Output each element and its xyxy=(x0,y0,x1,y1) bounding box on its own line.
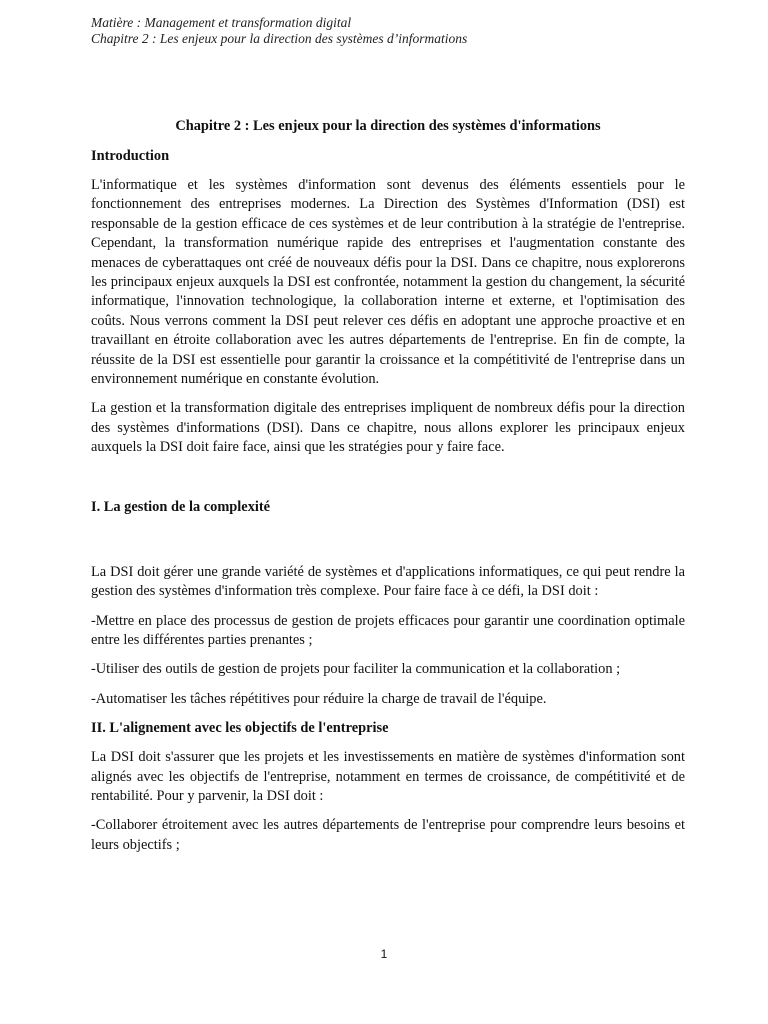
bullet-item: -Utiliser des outils de gestion de projets pour faciliter la communication et la collaboration ; xyxy=(91,661,621,678)
header-subject: Matière : Management et transformation digital xyxy=(91,15,352,30)
section-paragraph: La DSI doit s'assurer que les projets et les investissements en matière de systèmes d'information sont alignés avec les objectifs de l'entreprise, notamment en termes de croissance, de compétitivité et de rentabilité. Pour y parvenir, la DSI doit : xyxy=(91,749,685,804)
section-paragraph: La DSI doit gérer une grande variété de systèmes et d'applications informatiques, ce qui peut rendre la gestion des systèmes d'information très complexe. Pour faire face à ce défi, la DSI doit : xyxy=(91,563,685,600)
section-heading-alignment: II. L'alignement avec les objectifs de l'entreprise xyxy=(91,720,389,737)
header-chapter: Chapitre 2 : Les enjeux pour la direction des systèmes d’informations xyxy=(91,31,468,46)
bullet-item: -Collaborer étroitement avec les autres départements de l'entreprise pour comprendre leurs besoins et leurs objectifs ; xyxy=(91,817,685,853)
introduction-paragraph: L'informatique et les systèmes d'information sont devenus des éléments essentiels pour le fonctionnement des entreprises modernes. La Direction des Systèmes d'Information (DSI) est responsable de la gestion efficace de ces systèmes et de leur contribution à la stratégie de l'entreprise. Cependant, la transformation numérique rapide des entreprises et l'augmentation constante des menaces de cyberattaques ont créé de nouveaux défis pour la DSI. Dans ce chapitre, nous explorerons les principaux enjeux auxquels la DSI est confrontée, notamment la gestion du changement, la sécurité informatique, l'innovation technologique, la collaboration interne et externe, et l'optimisation des coûts. Nous verrons comment la DSI peut relever ces défis en adoptant une approche proactive et en travaillant en étroite collaboration avec les autres départements de l'entreprise. En fin de compte, la réussite de la DSI est essentielle pour garantir la croissance et la compétitivité de l'entreprise dans un environnement numérique en constante évolution. xyxy=(91,177,685,388)
introduction-heading: Introduction xyxy=(91,148,170,164)
chapter-title: Chapitre 2 : Les enjeux pour la direction des systèmes d'informations xyxy=(175,118,601,134)
page-number: 1 xyxy=(380,947,388,961)
section-heading-complexity: I. La gestion de la complexité xyxy=(91,498,271,515)
bullet-item: -Mettre en place des processus de gestion de projets efficaces pour garantir une coordination optimale entre les différentes parties prenantes ; xyxy=(91,612,685,648)
introduction-paragraph: La gestion et la transformation digitale des entreprises impliquent de nombreux défis pour la direction des systèmes d'informations (DSI). Dans ce chapitre, nous allons explorer les principaux enjeux auxquels la DSI doit faire face, ainsi que les stratégies pour y faire face. xyxy=(91,400,685,456)
document-body xyxy=(91,117,685,865)
running-header xyxy=(91,15,467,47)
bullet-item: -Automatiser les tâches répétitives pour réduire la charge de travail de l'équipe. xyxy=(91,690,547,707)
